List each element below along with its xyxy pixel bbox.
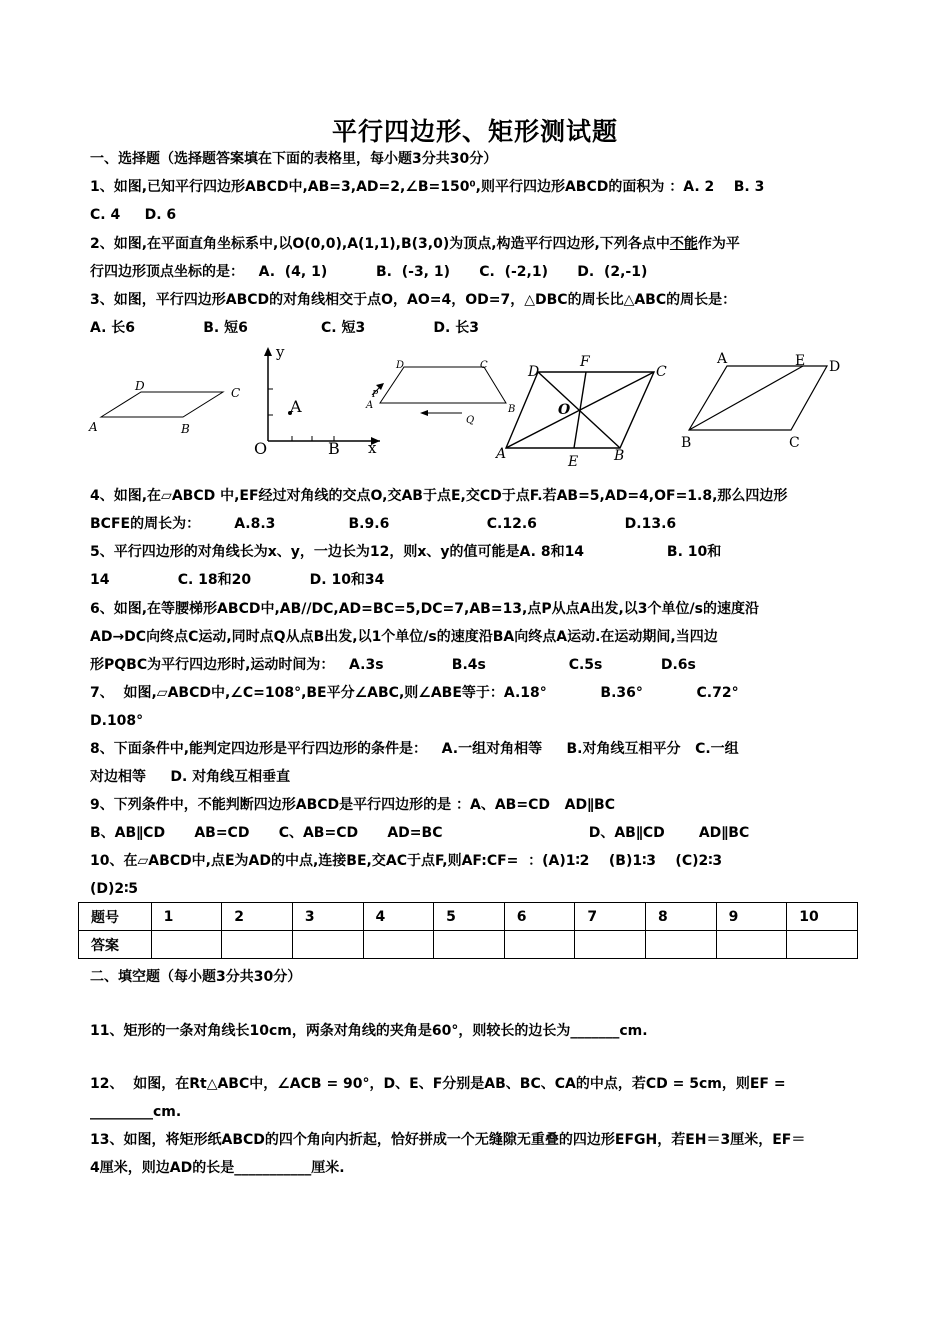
question-1-line-2: C. 4 D. 6 — [90, 207, 177, 223]
fig2-label-x: x — [368, 439, 377, 457]
fig3-label-a: A — [366, 400, 374, 411]
fig4-label-e: E — [568, 454, 579, 470]
question-7-line-2: D.108° — [90, 713, 144, 729]
question-6-line-1: 6、如图,在等腰梯形ABCD中,AB//DC,AD=BC=5,DC=7,AB=13,点P从点A出发,以3个单位/s的速度沿 — [90, 601, 759, 617]
answer-cell[interactable] — [292, 931, 363, 959]
fig5-label-b: B — [681, 435, 692, 451]
section-2-heading: 二、填空题（每小题3分共30分） — [90, 969, 302, 985]
figure-parallelogram-abcd — [85, 375, 245, 440]
answer-table-number: 10 — [787, 903, 858, 931]
fig3-label-b: B — [508, 404, 516, 415]
answer-table-answer-label: 答案 — [79, 931, 152, 959]
fig4-label-c: C — [656, 364, 667, 380]
fig4-label-b: B — [614, 448, 625, 464]
answer-cell[interactable] — [787, 931, 858, 959]
answer-table-number: 9 — [716, 903, 787, 931]
fig5-label-c: C — [789, 435, 800, 451]
question-2-text-c: 作为平 — [697, 236, 740, 252]
question-3-line-1: 3、如图，平行四边形ABCD的对角线相交于点O，AO=4，OD=7，△DBC的周长比△ABC的周长是： — [90, 292, 737, 308]
question-10-line-1: 10、在▱ABCD中,点E为AD的中点,连接BE,交AC于点F,则AF:CF= ：(A)1∶2 (B)1∶3 (C)2∶3 — [90, 853, 723, 869]
question-9-line-2: B、AB∥CD AB=CD C、AB=CD AD=BC D、AB∥CD AD∥BC — [90, 825, 750, 841]
fig5-label-a: A — [717, 351, 728, 367]
fig3-label-p: P — [372, 390, 379, 400]
question-2-underlined-word: 不能 — [669, 236, 698, 252]
question-3-line-2: A. 长6 B. 短6 C. 短3 D. 长3 — [90, 320, 479, 336]
question-6-line-3: 形PQBC为平行四边形时,运动时间为： A.3s B.4s C.5s D.6s — [90, 657, 696, 673]
fig1-label-c: C — [231, 386, 241, 400]
figure-parallelogram-diagonals — [490, 350, 675, 470]
fig2-label-o: O — [254, 439, 268, 458]
fig1-label-d: D — [135, 379, 145, 393]
question-13-line-1: 13、如图，将矩形纸ABCD的四个角向内折起，恰好拼成一个无缝隙无重叠的四边形EFGH，若EH＝3厘米，EF＝ — [90, 1132, 806, 1148]
answer-table-number: 8 — [646, 903, 717, 931]
question-4-line-2: BCFE的周长为： A.8.3 B.9.6 C.12.6 D.13.6 — [90, 516, 677, 532]
answer-table-number: 2 — [222, 903, 293, 931]
answer-table-number: 6 — [504, 903, 575, 931]
fig3-label-q: Q — [466, 415, 475, 426]
answer-table-number: 3 — [292, 903, 363, 931]
fig1-label-a: A — [89, 420, 98, 434]
answer-cell[interactable] — [716, 931, 787, 959]
answer-table-number: 7 — [575, 903, 646, 931]
question-5-line-2: 14 C. 18和20 D. 10和34 — [90, 572, 385, 588]
fig1-label-b: B — [181, 422, 190, 436]
page-title: 平行四边形、矩形测试题 — [331, 117, 618, 146]
question-7-line-1: 7、 如图,▱ABCD中,∠C=108°,BE平分∠ABC,则∠ABE等于：A.18° B.36° C.72° — [90, 685, 739, 701]
question-12-line-2: _________cm. — [90, 1104, 182, 1120]
answer-cell[interactable] — [646, 931, 717, 959]
answer-table-answer-row — [79, 931, 858, 959]
fig4-label-d: D — [528, 364, 540, 380]
fig4-label-a: A — [496, 446, 507, 462]
question-5-line-1: 5、平行四边形的对角线长为x、y，一边长为12，则x、y的值可能是A. 8和14 B. 10和 — [90, 544, 722, 560]
fig5-label-e: E — [795, 353, 806, 369]
question-6-line-2: AD→DC向终点C运动,同时点Q从点B出发,以1个单位/s的速度沿BA向终点A运动.在运动期间,当四边 — [90, 629, 718, 645]
question-2-line-1 — [90, 235, 740, 253]
fig2-label-y: y — [276, 343, 285, 361]
question-12-line-1: 12、 如图，在Rt△ABC中，∠ACB = 90°，D、E、F分别是AB、BC、CA的中点，若CD = 5cm，则EF = — [90, 1076, 786, 1092]
question-8-line-2: 对边相等 D. 对角线互相垂直 — [90, 769, 291, 785]
answer-table-number: 4 — [363, 903, 434, 931]
answer-table-header-label: 题号 — [79, 903, 152, 931]
fig2-label-b: B — [328, 439, 340, 458]
question-1-line-1: 1、如图,已知平行四边形ABCD中,AB=3,AD=2,∠B=150⁰,则平行四边形ABCD的面积为 ：A. 2 B. 3 — [90, 179, 765, 195]
answer-cell[interactable] — [151, 931, 222, 959]
answer-cell[interactable] — [504, 931, 575, 959]
question-8-line-1: 8、下面条件中,能判定四边形是平行四边形的条件是： A.一组对角相等 B.对角线互相平分 C.一组 — [90, 741, 739, 757]
question-4-line-1: 4、如图,在▱ABCD 中,EF经过对角线的交点O,交AB于点E,交CD于点F.若AB=5,AD=4,OF=1.8,那么四边形 — [90, 488, 788, 504]
answer-table — [78, 902, 858, 959]
question-9-line-1: 9、下列条件中，不能判断四边形ABCD是平行四边形的是 ：A、AB=CD AD∥BC — [90, 797, 616, 813]
figure-parallelogram-be — [675, 348, 855, 453]
answer-cell[interactable] — [434, 931, 505, 959]
question-10-line-2: (D)2∶5 — [90, 881, 139, 897]
fig4-label-f: F — [580, 354, 590, 370]
fig2-label-a: A — [290, 397, 302, 416]
answer-table-number: 1 — [151, 903, 222, 931]
question-11: 11、矩形的一条对角线长10cm，两条对角线的夹角是60°，则较长的边长为_______cm. — [90, 1023, 648, 1039]
fig5-label-d: D — [829, 359, 841, 375]
answer-cell[interactable] — [575, 931, 646, 959]
answer-cell[interactable] — [222, 931, 293, 959]
question-2-line-2: 行四边形顶点坐标的是： A. (4, 1) B. (-3, 1) C. (-2,1) D. (2,-1) — [90, 264, 648, 280]
answer-cell[interactable] — [363, 931, 434, 959]
fig4-label-o: O — [558, 402, 571, 418]
fig3-label-c: C — [480, 360, 488, 371]
question-13-line-2: 4厘米，则边AD的长是___________厘米. — [90, 1160, 345, 1176]
fig3-label-d: D — [396, 360, 405, 371]
answer-table-header-row — [79, 903, 858, 931]
section-1-heading: 一、选择题（选择题答案填在下面的表格里，每小题3分共30分） — [90, 151, 498, 167]
question-2-text-a: 2、如图,在平面直角坐标系中,以O(0,0),A(1,1),B(3,0)为顶点,构造平行四边形,下列各点中 — [90, 236, 670, 252]
answer-table-number: 5 — [434, 903, 505, 931]
